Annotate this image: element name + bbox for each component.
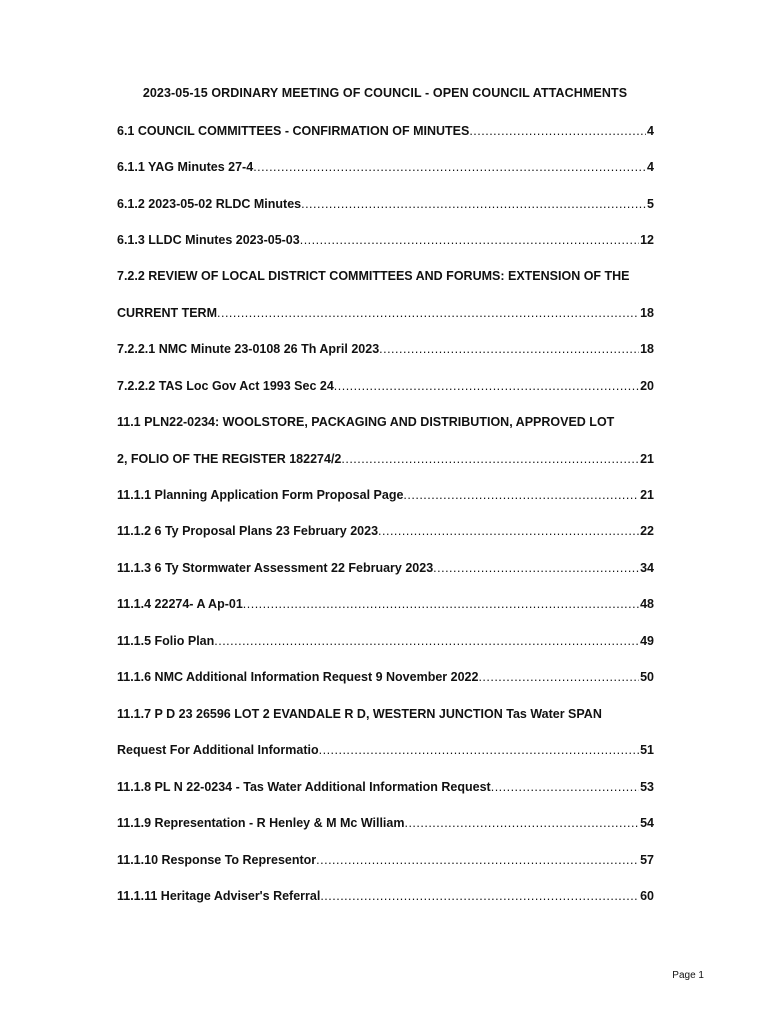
- toc-entry-11-1-5[interactable]: [117, 632, 654, 650]
- toc-entry-11-1-11[interactable]: [117, 887, 654, 905]
- toc-entry-page: 49: [640, 634, 654, 648]
- toc-leader-dots: [334, 377, 639, 395]
- toc-entry-title: 11.1.6 NMC Additional Information Request 9 November 2022: [117, 670, 479, 684]
- toc-entry-page: 12: [640, 233, 654, 247]
- toc-leader-dots: [478, 668, 639, 686]
- toc-entry-title: 6.1 COUNCIL COMMITTEES - CONFIRMATION OF MINUTES: [117, 124, 470, 138]
- toc-entry-title: 11.1.4 22274- A Ap-01: [117, 597, 243, 611]
- toc-entry-page: 60: [640, 889, 654, 903]
- toc-leader-dots: [217, 304, 639, 322]
- toc-entry-11-1-1[interactable]: [117, 486, 654, 504]
- toc-entry-11-1-7-line1[interactable]: [117, 705, 654, 723]
- toc-entry-11-1-line1[interactable]: [117, 413, 654, 431]
- page-number-footer: Page 1: [672, 970, 704, 981]
- toc-leader-dots: [469, 122, 646, 140]
- toc-leader-dots: [300, 231, 639, 249]
- toc-entry-6-1-2[interactable]: [117, 195, 654, 213]
- toc-entry-title: 11.1.2 6 Ty Proposal Plans 23 February 2023: [117, 524, 379, 538]
- toc-entry-page: 21: [640, 488, 654, 502]
- toc-entry-title: 11.1.7 P D 23 26596 LOT 2 EVANDALE R D, WESTERN JUNCTION Tas Water SPAN: [117, 707, 602, 721]
- toc-entry-title: 11.1.10 Response To Representor: [117, 853, 317, 867]
- toc-entry-page: 22: [640, 524, 654, 538]
- toc-entry-page: 48: [640, 597, 654, 611]
- toc-entry-title: 11.1.9 Representation - R Henley & M Mc William: [117, 816, 405, 830]
- toc-leader-dots: [319, 741, 639, 759]
- document-title: 2023-05-15 ORDINARY MEETING OF COUNCIL - OPEN COUNCIL ATTACHMENTS: [142, 86, 628, 100]
- toc-entry-title: 11.1 PLN22-0234: WOOLSTORE, PACKAGING AND DISTRIBUTION, APPROVED LOT: [117, 415, 615, 429]
- toc-entry-11-1-10[interactable]: [117, 851, 654, 869]
- toc-entry-title: 6.1.2 2023-05-02 RLDC Minutes: [117, 197, 302, 211]
- toc-leader-dots: [320, 887, 639, 905]
- toc-entry-title: 11.1.11 Heritage Adviser's Referral: [117, 889, 321, 903]
- toc-entry-11-1-3[interactable]: [117, 559, 654, 577]
- toc-entry-title: 7.2.2.2 TAS Loc Gov Act 1993 Sec 24: [117, 379, 334, 393]
- toc-entry-page: 18: [640, 306, 654, 320]
- toc-leader-dots: [433, 559, 639, 577]
- toc-entry-title: 6.1.1 YAG Minutes 27-4: [117, 160, 254, 174]
- toc-entry-6-1[interactable]: [117, 122, 654, 140]
- toc-entry-title: 11.1.1 Planning Application Form Proposal Page: [117, 488, 404, 502]
- toc-entry-title-continued: CURRENT TERM: [117, 306, 217, 320]
- toc-leader-dots: [341, 450, 639, 468]
- toc-entry-page: 21: [640, 452, 654, 466]
- toc-entry-title: 7.2.2 REVIEW OF LOCAL DISTRICT COMMITTEES AND FORUMS: EXTENSION OF THE: [117, 269, 630, 283]
- toc-entry-7-2-2-line2[interactable]: [117, 304, 654, 322]
- toc-leader-dots: [253, 158, 646, 176]
- toc-leader-dots: [378, 522, 639, 540]
- toc-entry-11-1-9[interactable]: [117, 814, 654, 832]
- toc-entry-11-1-4[interactable]: [117, 595, 654, 613]
- toc-entry-7-2-2-2[interactable]: [117, 377, 654, 395]
- toc-entry-page: 51: [640, 743, 654, 757]
- toc-entry-7-2-2-1[interactable]: [117, 340, 654, 358]
- toc-entry-title: 11.1.3 6 Ty Stormwater Assessment 22 February 2023: [117, 561, 434, 575]
- toc-entry-page: 5: [647, 197, 654, 211]
- toc-entry-11-1-line2[interactable]: [117, 450, 654, 468]
- toc-entry-title: 11.1.5 Folio Plan: [117, 634, 215, 648]
- toc-entry-title-continued: Request For Additional Informatio: [117, 743, 319, 757]
- toc-entry-6-1-3[interactable]: [117, 231, 654, 249]
- toc-leader-dots: [214, 632, 639, 650]
- toc-leader-dots: [491, 778, 639, 796]
- toc-leader-dots: [404, 814, 639, 832]
- toc-entry-page: 4: [647, 160, 654, 174]
- toc-entry-page: 20: [640, 379, 654, 393]
- toc-entry-page: 4: [647, 124, 654, 138]
- toc-entry-11-1-6[interactable]: [117, 668, 654, 686]
- toc-entry-title: 7.2.2.1 NMC Minute 23-0108 26 Th April 2023: [117, 342, 380, 356]
- toc-leader-dots: [316, 851, 639, 869]
- toc-entry-page: 50: [640, 670, 654, 684]
- toc-entry-page: 18: [640, 342, 654, 356]
- toc-leader-dots: [403, 486, 639, 504]
- toc-entry-page: 57: [640, 853, 654, 867]
- toc-entry-11-1-8[interactable]: [117, 778, 654, 796]
- toc-entry-page: 54: [640, 816, 654, 830]
- toc-entry-title: 11.1.8 PL N 22-0234 - Tas Water Additional Information Request: [117, 780, 491, 794]
- toc-entry-page: 53: [640, 780, 654, 794]
- toc-entry-title: 6.1.3 LLDC Minutes 2023-05-03: [117, 233, 300, 247]
- toc-entry-7-2-2-line1[interactable]: [117, 267, 654, 285]
- toc-leader-dots: [379, 340, 639, 358]
- toc-entry-6-1-1[interactable]: [117, 158, 654, 176]
- toc-leader-dots: [301, 195, 646, 213]
- toc-entry-11-1-7-line2[interactable]: [117, 741, 654, 759]
- toc-entry-page: 34: [640, 561, 654, 575]
- toc-entry-title-continued: 2, FOLIO OF THE REGISTER 182274/2: [117, 452, 342, 466]
- toc-entry-11-1-2[interactable]: [117, 522, 654, 540]
- toc-leader-dots: [243, 595, 639, 613]
